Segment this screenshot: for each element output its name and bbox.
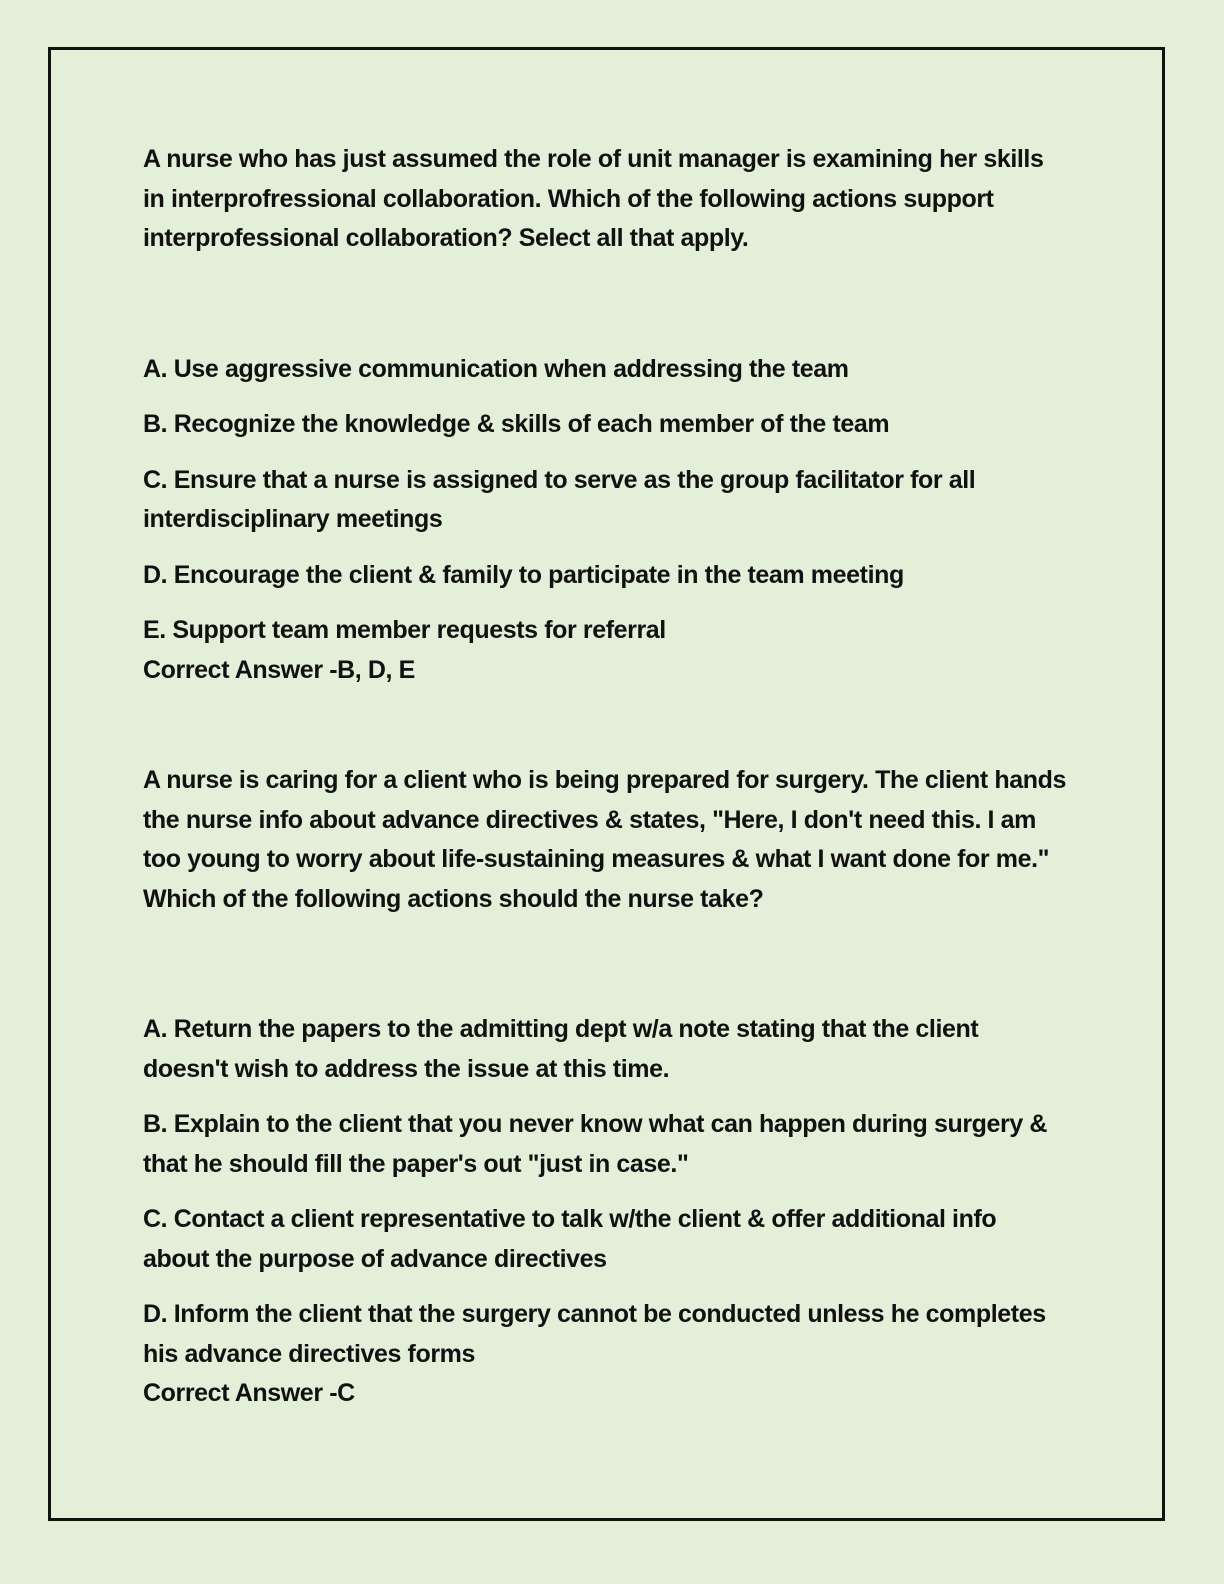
option-a: A. Use aggressive communication when addressing the team bbox=[143, 354, 849, 383]
option-d: D. Encourage the client & family to participate in the team meeting bbox=[143, 560, 904, 589]
option-e: E. Support team member requests for referral bbox=[143, 616, 666, 644]
document-content bbox=[143, 140, 1068, 1414]
option-a: A. Return the papers to the admitting dept w/a note stating that the client doesn't wish to address the issue at this time. bbox=[143, 1015, 979, 1083]
option-c: C. Ensure that a nurse is assigned to serve as the group facilitator for all interdisciplinary meetings bbox=[143, 465, 976, 533]
answer-options bbox=[143, 1010, 1068, 1374]
option-b: B. Recognize the knowledge & skills of each member of the team bbox=[143, 410, 890, 438]
answer-options bbox=[143, 350, 1068, 651]
correct-answer: Correct Answer -C bbox=[143, 1379, 355, 1407]
question-1 bbox=[143, 140, 1068, 690]
option-c: C. Contact a client representative to talk w/the client & offer additional info about the purpose of advance directives bbox=[143, 1205, 997, 1273]
question-stem: A nurse is caring for a client who is being prepared for surgery. The client hands the nurse info about advance directives & states, "Here, I don't need this. I am too young to worry about life-sustaining measures & what I want done for me." Which of the following actions should the nurse take? bbox=[143, 766, 1066, 913]
option-d: D. Inform the client that the surgery cannot be conducted unless he completes his advance directives forms bbox=[143, 1300, 1046, 1368]
question-stem: A nurse who has just assumed the role of unit manager is examining her skills in interprofressional collaboration. Which of the following actions support interprofessional collaboration? Select all that apply. bbox=[143, 145, 1044, 252]
correct-answer: Correct Answer -B, D, E bbox=[143, 655, 415, 684]
question-2 bbox=[143, 761, 1068, 1414]
option-b: B. Explain to the client that you never know what can happen during surgery & that he should fill the paper's out "just in case." bbox=[143, 1110, 1048, 1178]
